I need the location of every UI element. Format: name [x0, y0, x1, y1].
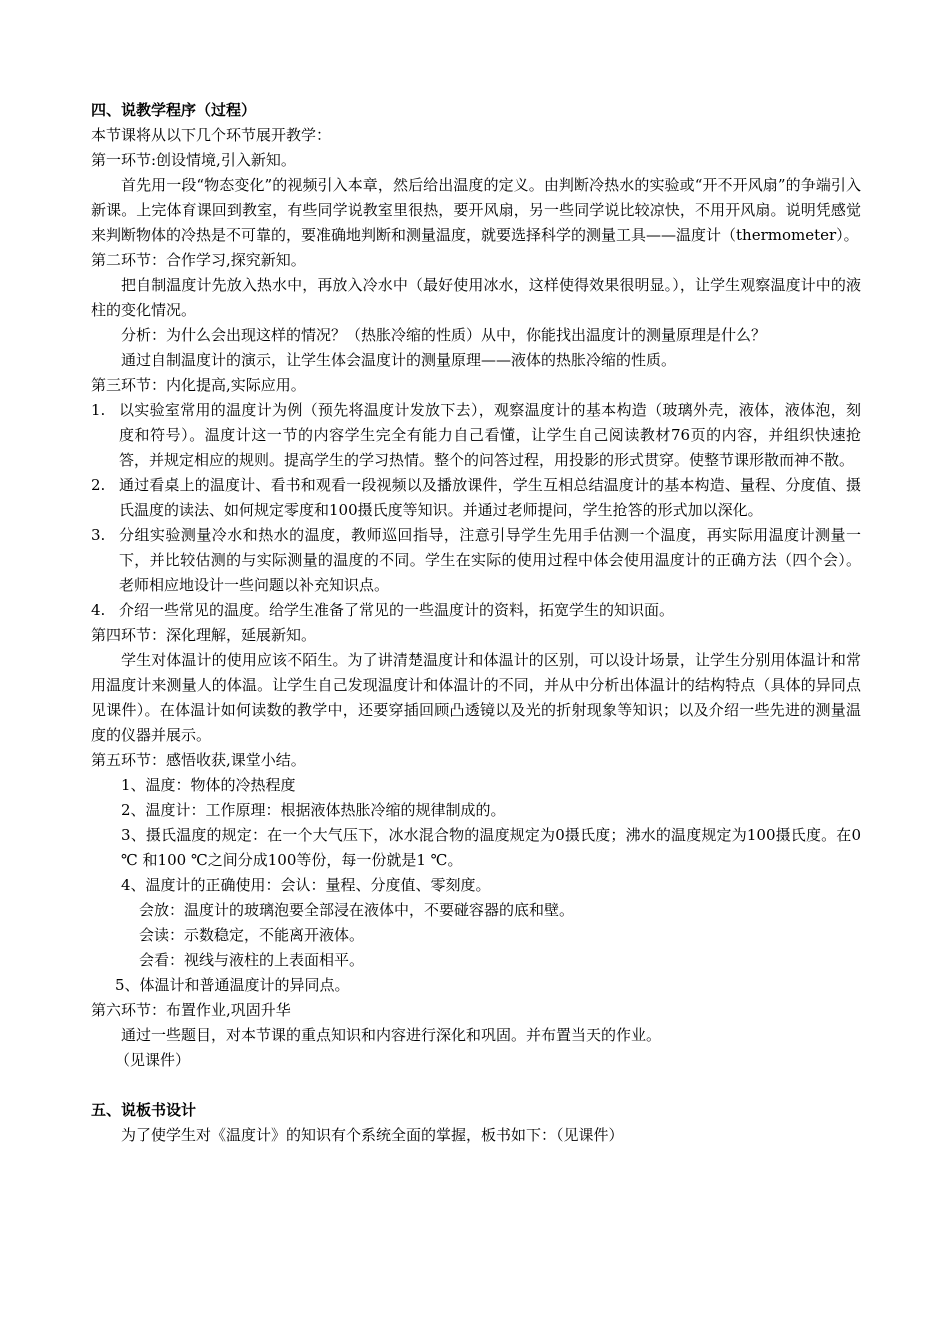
list-text: 分组实验测量冷水和热水的温度，教师巡回指导，注意引导学生先用手估测一个温度，再实际用温度计测量一下，并比较估测的与实际测量的温度的不同。学生在实际的使用过程中体会使用温度计的正确方法（四个会）。老师相应地设计一些问题以补充知识点。: [119, 526, 861, 594]
summary-item-4: 4、温度计的正确使用：会认：量程、分度值、零刻度。: [121, 876, 491, 894]
step-6-title: 第六环节：布置作业,巩固升华: [91, 1001, 291, 1019]
step-3-item-3: [91, 523, 861, 598]
section-4-heading: 四、说教学程序（过程）: [91, 101, 257, 119]
document-content: [91, 98, 861, 1148]
summary-item-4c: 会看：视线与液柱的上表面相平。: [139, 951, 365, 969]
step-1-paragraph: 首先用一段“物态变化”的视频引入本章，然后给出温度的定义。由判断冷热水的实验或“开不开风扇”的争端引入新课。上完体育课回到教室，有些同学说教室里很热，要开风扇，另一些同学说比较凉快，不用开风扇。说明凭感觉来判断物体的冷热是不可靠的，要准确地判断和测量温度，就要选择科学的测量工具——温度计（thermometer）。: [91, 176, 861, 244]
summary-item-1: 1、温度：物体的冷热程度: [121, 776, 296, 794]
step-1-title: 第一环节:创设情境,引入新知。: [91, 151, 296, 169]
step-2-title: 第二环节：合作学习,探究新知。: [91, 251, 306, 269]
step-6-paragraph: 通过一些题目，对本节课的重点知识和内容进行深化和巩固。并布置当天的作业。: [121, 1026, 662, 1044]
step-4-title: 第四环节：深化理解，延展新知。: [91, 626, 317, 644]
step-2-paragraph-3: 通过自制温度计的演示，让学生体会温度计的测量原理——液体的热胀冷缩的性质。: [121, 351, 677, 369]
summary-item-5: 5、体温计和普通温度计的异同点。: [115, 976, 350, 994]
section-5-paragraph: 为了使学生对《温度计》的知识有个系统全面的掌握，板书如下：（见课件）: [121, 1126, 624, 1144]
list-number: 2.: [91, 476, 106, 494]
list-text: 介绍一些常见的温度。给学生准备了常见的一些温度计的资料，拓宽学生的知识面。: [119, 601, 675, 619]
summary-item-3: 3、摄氏温度的规定：在一个大气压下，冰水混合物的温度规定为0摄氏度；沸水的温度规定为100摄氏度。在0 ℃ 和100 ℃之间分成100等份，每一份就是1 ℃。: [121, 826, 861, 869]
summary-item-2: 2、温度计：工作原理：根据液体热胀冷缩的规律制成的。: [121, 801, 506, 819]
step-3-item-4: [91, 598, 861, 623]
section-5-heading: 五、说板书设计: [91, 1101, 197, 1119]
list-number: 3.: [91, 526, 106, 544]
list-text: 以实验室常用的温度计为例（预先将温度计发放下去），观察温度计的基本构造（玻璃外壳，液体，液体泡，刻度和符号）。温度计这一节的内容学生完全有能力自己看懂，让学生自己阅读教材76页的内容，并组织快速抢答，并规定相应的规则。提高学生的学习热情。整个的问答过程，用投影的形式贯穿。使整节课形散而神不散。: [119, 401, 861, 469]
section-4-intro: 本节课将从以下几个环节展开教学：: [91, 126, 332, 144]
spacer: [91, 1073, 861, 1098]
list-text: 通过看桌上的温度计、看书和观看一段视频以及播放课件，学生互相总结温度计的基本构造、量程、分度值、摄氏温度的读法、如何规定零度和100摄氏度等知识。并通过老师提问，学生抢答的形式加以深化。: [119, 476, 861, 519]
summary-item-4a: 会放：温度计的玻璃泡要全部浸在液体中，不要碰容器的底和壁。: [139, 901, 575, 919]
list-number: 1.: [91, 401, 106, 419]
step-4-paragraph: 学生对体温计的使用应该不陌生。为了讲清楚温度计和体温计的区别，可以设计场景，让学生分别用体温计和常用温度计来测量人的体温。让学生自己发现温度计和体温计的不同，并从中分析出体温计的结构特点（具体的异同点见课件）。在体温计如何读数的教学中，还要穿插回顾凸透镜以及光的折射现象等知识；以及介绍一些先进的测量温度的仪器并展示。: [91, 651, 861, 744]
step-2-paragraph-1: 把自制温度计先放入热水中，再放入冷水中（最好使用冰水，这样使得效果很明显。），让学生观察温度计中的液柱的变化情况。: [91, 276, 861, 319]
summary-item-4b: 会读：示数稳定，不能离开液体。: [139, 926, 365, 944]
step-5-title: 第五环节：感悟收获,课堂小结。: [91, 751, 306, 769]
step-6-note: （见课件）: [115, 1051, 191, 1069]
step-3-item-1: [91, 398, 861, 473]
step-3-item-2: [91, 473, 861, 523]
list-number: 4.: [91, 601, 106, 619]
step-2-paragraph-2: 分析：为什么会出现这样的情况？（热胀冷缩的性质）从中，你能找出温度计的测量原理是什么？: [121, 326, 767, 344]
step-3-title: 第三环节：内化提高,实际应用。: [91, 376, 306, 394]
